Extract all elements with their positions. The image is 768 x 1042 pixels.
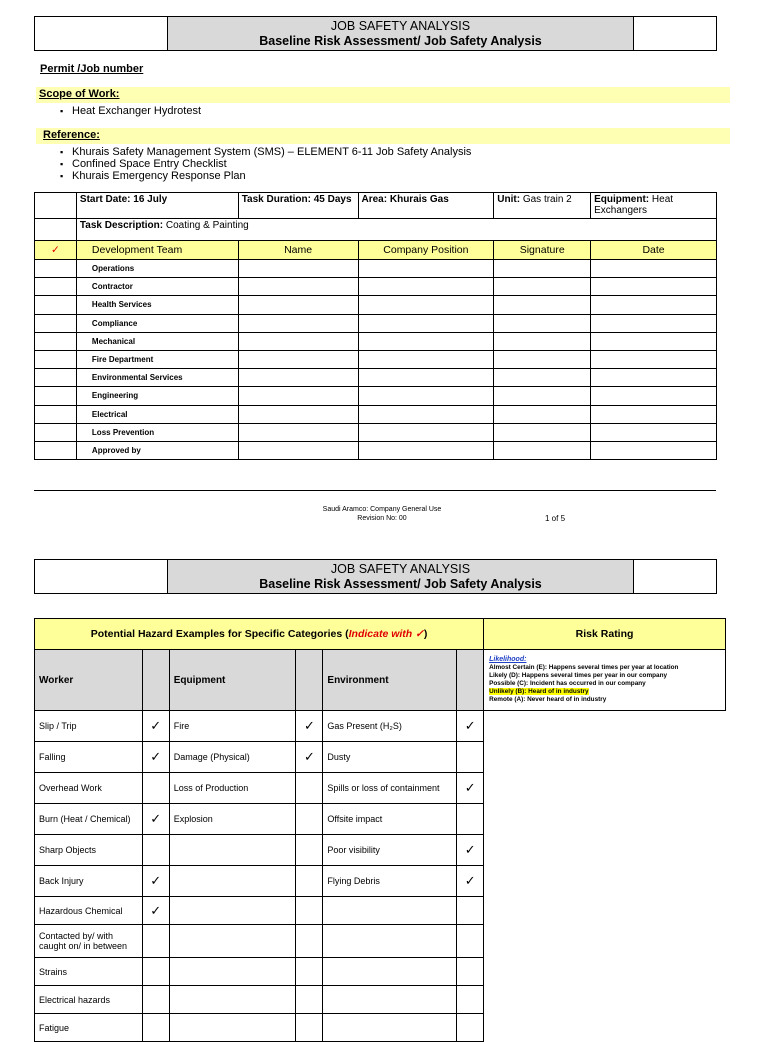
environment-hazard-label bbox=[323, 958, 457, 986]
worker-hazard-label: Sharp Objects bbox=[35, 835, 143, 866]
worker-check-cell[interactable] bbox=[142, 773, 169, 804]
blank-cell bbox=[35, 350, 77, 368]
equipment-label: Equipment: bbox=[594, 194, 650, 205]
environment-hazard-label: Flying Debris bbox=[323, 866, 457, 897]
likelihood-text: Happens several times per year in our company bbox=[520, 672, 668, 679]
title-line-2: Baseline Risk Assessment/ Job Safety Analysis bbox=[259, 34, 542, 48]
equipment-column-header: Equipment bbox=[169, 650, 296, 711]
environment-check-cell[interactable]: ✓ bbox=[457, 773, 484, 804]
environment-hazard-label: Spills or loss of containment bbox=[323, 773, 457, 804]
task-description-row bbox=[35, 219, 717, 241]
blank-cell bbox=[35, 441, 77, 459]
position-field[interactable] bbox=[358, 260, 494, 278]
page1-title-block bbox=[34, 16, 717, 51]
likelihood-title: Likelihood: bbox=[489, 656, 527, 663]
name-field[interactable] bbox=[238, 278, 358, 296]
footer-company: Saudi Aramco: Company General Use bbox=[322, 506, 442, 513]
position-field[interactable] bbox=[358, 369, 494, 387]
start-date-cell bbox=[76, 193, 238, 219]
name-field[interactable] bbox=[238, 423, 358, 441]
worker-check-cell[interactable]: ✓ bbox=[142, 711, 169, 742]
title-block-right-cell bbox=[634, 560, 716, 593]
reference-label: Reference: bbox=[43, 129, 100, 141]
date-field[interactable] bbox=[591, 441, 717, 459]
scope-item: ▪ Heat Exchanger Hydrotest bbox=[60, 105, 201, 117]
blank-cell bbox=[35, 219, 77, 241]
date-field[interactable] bbox=[591, 260, 717, 278]
worker-check-cell[interactable] bbox=[142, 925, 169, 958]
blank-cell bbox=[35, 260, 77, 278]
date-field[interactable] bbox=[591, 278, 717, 296]
check-mark-icon: ✓ bbox=[35, 241, 77, 260]
name-field[interactable] bbox=[238, 350, 358, 368]
signature-field[interactable] bbox=[494, 423, 591, 441]
likelihood-key: Almost Certain (E): bbox=[489, 664, 547, 671]
team-header-row bbox=[35, 241, 717, 260]
hazard-header-row bbox=[35, 619, 726, 650]
name-field[interactable] bbox=[238, 332, 358, 350]
task-description-cell bbox=[76, 219, 716, 241]
equipment-hazard-label: Explosion bbox=[169, 804, 296, 835]
team-row bbox=[35, 332, 717, 350]
equipment-check-cell[interactable] bbox=[296, 925, 323, 958]
reference-item: ▪ Khurais Safety Management System (SMS) – ELEMENT 6-11 Job Safety Analysis bbox=[60, 146, 471, 158]
worker-hazard-label: Hazardous Chemical bbox=[35, 897, 143, 925]
team-role-label: Mechanical bbox=[76, 332, 238, 350]
environment-hazard-label: Offsite impact bbox=[323, 804, 457, 835]
task-duration-label: Task Duration: bbox=[241, 194, 311, 205]
worker-check-cell[interactable]: ✓ bbox=[142, 742, 169, 773]
hazard-row bbox=[35, 866, 726, 897]
task-info-row bbox=[35, 193, 717, 219]
worker-check-cell[interactable]: ✓ bbox=[142, 804, 169, 835]
worker-hazard-label: Back Injury bbox=[35, 866, 143, 897]
team-role-label: Loss Prevention bbox=[76, 423, 238, 441]
hazard-row bbox=[35, 925, 726, 958]
scope-of-work-band bbox=[36, 87, 730, 103]
worker-hazard-label: Electrical hazards bbox=[35, 986, 143, 1014]
environment-check-cell[interactable] bbox=[457, 925, 484, 958]
title-line-1: JOB SAFETY ANALYSIS bbox=[330, 19, 471, 33]
reference-item: ▪ Confined Space Entry Checklist bbox=[60, 158, 471, 170]
footer-revision: Revision No: 00 bbox=[357, 515, 407, 522]
environment-hazard-label: Gas Present (H₂S) bbox=[323, 711, 457, 742]
hazard-categories-header bbox=[35, 619, 484, 650]
environment-hazard-label: Dusty bbox=[323, 742, 457, 773]
team-row bbox=[35, 314, 717, 332]
team-row bbox=[35, 296, 717, 314]
worker-check-cell[interactable]: ✓ bbox=[142, 866, 169, 897]
team-role-label: Operations bbox=[76, 260, 238, 278]
worker-hazard-label: Contacted by/ with caught on/ in between bbox=[35, 925, 143, 958]
environment-check-cell[interactable] bbox=[457, 1014, 484, 1042]
position-field[interactable] bbox=[358, 314, 494, 332]
area-value: Khurais Gas bbox=[389, 194, 449, 205]
date-field[interactable] bbox=[591, 296, 717, 314]
scope-list bbox=[60, 105, 201, 117]
worker-hazard-label: Burn (Heat / Chemical) bbox=[35, 804, 143, 835]
footer-divider bbox=[34, 490, 716, 491]
column-header: Date bbox=[591, 241, 717, 260]
environment-check-cell[interactable] bbox=[457, 804, 484, 835]
equipment-hazard-label bbox=[169, 925, 296, 958]
equipment-hazard-label: Damage (Physical) bbox=[169, 742, 296, 773]
environment-column-header: Environment bbox=[323, 650, 457, 711]
name-field[interactable] bbox=[238, 369, 358, 387]
column-header: Signature bbox=[494, 241, 591, 260]
date-field[interactable] bbox=[591, 423, 717, 441]
task-team-table bbox=[34, 192, 717, 460]
team-role-label: Fire Department bbox=[76, 350, 238, 368]
signature-field[interactable] bbox=[494, 314, 591, 332]
title-line-1: JOB SAFETY ANALYSIS bbox=[330, 562, 471, 576]
date-field[interactable] bbox=[591, 350, 717, 368]
team-row bbox=[35, 369, 717, 387]
indicate-with-check-text: Indicate with ✓ bbox=[348, 628, 424, 640]
likelihood-text: Happens several times per year at location bbox=[546, 664, 679, 671]
equipment-check-cell[interactable]: ✓ bbox=[296, 711, 323, 742]
signature-field[interactable] bbox=[494, 278, 591, 296]
name-field[interactable] bbox=[238, 387, 358, 405]
worker-check-cell[interactable] bbox=[142, 1014, 169, 1042]
unit-label: Unit: bbox=[497, 194, 521, 205]
title-block-heading bbox=[168, 17, 634, 50]
name-field[interactable] bbox=[238, 314, 358, 332]
name-field[interactable] bbox=[238, 260, 358, 278]
name-field[interactable] bbox=[238, 441, 358, 459]
equipment-hazard-label bbox=[169, 958, 296, 986]
title-block-left-cell bbox=[35, 560, 168, 593]
environment-check-cell[interactable]: ✓ bbox=[457, 866, 484, 897]
team-row bbox=[35, 423, 717, 441]
name-field[interactable] bbox=[238, 405, 358, 423]
environment-hazard-label bbox=[323, 986, 457, 1014]
likelihood-text: Never heard of in industry bbox=[525, 696, 607, 703]
team-row bbox=[35, 350, 717, 368]
footer-text bbox=[300, 505, 464, 523]
date-field[interactable] bbox=[591, 405, 717, 423]
column-header: Company Position bbox=[358, 241, 494, 260]
column-header: Development Team bbox=[76, 241, 238, 260]
equipment-hazard-label bbox=[169, 1014, 296, 1042]
position-field[interactable] bbox=[358, 278, 494, 296]
reference-item: ▪ Khurais Emergency Response Plan bbox=[60, 170, 471, 182]
blank-cell bbox=[35, 278, 77, 296]
equipment-check-cell[interactable] bbox=[296, 986, 323, 1014]
likelihood-item bbox=[489, 672, 720, 680]
worker-hazard-label: Falling bbox=[35, 742, 143, 773]
equipment-hazard-label bbox=[169, 986, 296, 1014]
team-role-label: Contractor bbox=[76, 278, 238, 296]
worker-hazard-label: Slip / Trip bbox=[35, 711, 143, 742]
hazard-table bbox=[34, 618, 726, 1042]
blank-cell bbox=[35, 193, 77, 219]
equipment-check-cell[interactable] bbox=[296, 958, 323, 986]
blank-cell bbox=[35, 405, 77, 423]
likelihood-item bbox=[489, 688, 720, 696]
environment-hazard-label bbox=[323, 925, 457, 958]
equipment-hazard-label bbox=[169, 866, 296, 897]
likelihood-key: Remote (A): bbox=[489, 696, 526, 703]
hazard-row bbox=[35, 773, 726, 804]
date-field[interactable] bbox=[591, 387, 717, 405]
hazard-row bbox=[35, 1014, 726, 1042]
likelihood-item bbox=[489, 696, 720, 704]
environment-check-cell[interactable]: ✓ bbox=[457, 835, 484, 866]
hazard-header-text: Potential Hazard Examples for Specific Categories ( bbox=[90, 628, 349, 640]
signature-field[interactable] bbox=[494, 332, 591, 350]
equipment-check-cell[interactable] bbox=[296, 1014, 323, 1042]
blank-cell bbox=[35, 296, 77, 314]
position-field[interactable] bbox=[358, 387, 494, 405]
team-role-label: Compliance bbox=[76, 314, 238, 332]
permit-job-number-label: Permit /Job number bbox=[40, 63, 144, 75]
hazard-column-row bbox=[35, 650, 726, 711]
area-label: Area: bbox=[361, 194, 388, 205]
hazard-row bbox=[35, 958, 726, 986]
blank-cell bbox=[35, 314, 77, 332]
signature-field[interactable] bbox=[494, 369, 591, 387]
worker-hazard-label: Strains bbox=[35, 958, 143, 986]
environment-hazard-label bbox=[323, 1014, 457, 1042]
likelihood-item bbox=[489, 664, 720, 672]
equipment-check-cell[interactable] bbox=[296, 866, 323, 897]
likelihood-text: Heard of in industry bbox=[526, 688, 589, 695]
worker-hazard-label: Fatigue bbox=[35, 1014, 143, 1042]
likelihood-item bbox=[489, 680, 720, 688]
environment-check-cell[interactable] bbox=[457, 986, 484, 1014]
position-field[interactable] bbox=[358, 296, 494, 314]
signature-field[interactable] bbox=[494, 350, 591, 368]
date-field[interactable] bbox=[591, 332, 717, 350]
team-role-label: Environmental Services bbox=[76, 369, 238, 387]
title-block-left-cell bbox=[35, 17, 168, 50]
signature-field[interactable] bbox=[494, 441, 591, 459]
equipment-cell bbox=[591, 193, 717, 219]
hazard-row bbox=[35, 835, 726, 866]
equipment-hazard-label bbox=[169, 897, 296, 925]
worker-check-cell[interactable] bbox=[142, 986, 169, 1014]
team-role-label: Approved by bbox=[76, 441, 238, 459]
hazard-row bbox=[35, 804, 726, 835]
environment-hazard-label bbox=[323, 897, 457, 925]
blank-cell bbox=[35, 423, 77, 441]
footer-page-number: 1 of 5 bbox=[545, 514, 566, 523]
likelihood-highlight bbox=[489, 688, 588, 695]
unit-cell bbox=[494, 193, 591, 219]
hazard-row bbox=[35, 742, 726, 773]
equipment-hazard-label bbox=[169, 835, 296, 866]
hazard-rows bbox=[35, 711, 726, 1042]
equipment-hazard-label: Fire bbox=[169, 711, 296, 742]
title-block-right-cell bbox=[634, 17, 716, 50]
start-date-value: 16 July bbox=[133, 194, 168, 205]
signature-field[interactable] bbox=[494, 260, 591, 278]
name-field[interactable] bbox=[238, 296, 358, 314]
start-date-label: Start Date: bbox=[79, 194, 131, 205]
worker-column-header: Worker bbox=[35, 650, 143, 711]
position-field[interactable] bbox=[358, 332, 494, 350]
task-description-label: Task Description: bbox=[79, 220, 164, 231]
environment-check-cell[interactable] bbox=[457, 897, 484, 925]
position-field[interactable] bbox=[358, 405, 494, 423]
team-row bbox=[35, 405, 717, 423]
date-field[interactable] bbox=[591, 369, 717, 387]
blank-cell bbox=[296, 650, 323, 711]
hazard-row bbox=[35, 711, 726, 742]
team-row bbox=[35, 260, 717, 278]
likelihood-text: Incident has occurred in our company bbox=[528, 680, 646, 687]
position-field[interactable] bbox=[358, 350, 494, 368]
scope-of-work-label: Scope of Work: bbox=[39, 88, 120, 100]
blank-cell bbox=[457, 650, 484, 711]
equipment-check-cell[interactable] bbox=[296, 897, 323, 925]
area-cell bbox=[358, 193, 494, 219]
task-description-value: Coating & Painting bbox=[165, 220, 249, 231]
signature-field[interactable] bbox=[494, 387, 591, 405]
reference-band bbox=[36, 128, 730, 144]
blank-cell bbox=[35, 369, 77, 387]
likelihood-legend bbox=[484, 650, 726, 711]
likelihood-key: Likely (D): bbox=[489, 672, 521, 679]
risk-rating-header: Risk Rating bbox=[484, 619, 726, 650]
hazard-row bbox=[35, 986, 726, 1014]
team-role-label: Engineering bbox=[76, 387, 238, 405]
blank-cell bbox=[35, 387, 77, 405]
equipment-value: Heat Exchangers bbox=[594, 194, 674, 216]
team-row bbox=[35, 278, 717, 296]
environment-hazard-label: Poor visibility bbox=[323, 835, 457, 866]
worker-check-cell[interactable] bbox=[142, 835, 169, 866]
environment-check-cell[interactable] bbox=[457, 958, 484, 986]
team-row bbox=[35, 441, 717, 459]
date-field[interactable] bbox=[591, 314, 717, 332]
title-block-heading bbox=[168, 560, 634, 593]
worker-hazard-label: Overhead Work bbox=[35, 773, 143, 804]
signature-field[interactable] bbox=[494, 405, 591, 423]
likelihood-key: Possible (C): bbox=[489, 680, 529, 687]
page2-title-block bbox=[34, 559, 717, 594]
position-field[interactable] bbox=[358, 441, 494, 459]
blank-cell bbox=[35, 332, 77, 350]
position-field[interactable] bbox=[358, 423, 494, 441]
equipment-check-cell[interactable] bbox=[296, 804, 323, 835]
team-row bbox=[35, 387, 717, 405]
worker-check-cell[interactable]: ✓ bbox=[142, 897, 169, 925]
unit-value: Gas train 2 bbox=[522, 194, 572, 205]
team-role-label: Electrical bbox=[76, 405, 238, 423]
hazard-header-suffix: ) bbox=[423, 628, 428, 640]
task-duration-value: 45 Days bbox=[313, 194, 352, 205]
equipment-hazard-label: Loss of Production bbox=[169, 773, 296, 804]
column-header: Name bbox=[238, 241, 358, 260]
reference-list bbox=[60, 146, 471, 182]
team-role-label: Health Services bbox=[76, 296, 238, 314]
task-duration-cell bbox=[238, 193, 358, 219]
blank-cell bbox=[142, 650, 169, 711]
environment-check-cell[interactable] bbox=[457, 742, 484, 773]
equipment-check-cell[interactable] bbox=[296, 773, 323, 804]
equipment-check-cell[interactable]: ✓ bbox=[296, 742, 323, 773]
equipment-check-cell[interactable] bbox=[296, 835, 323, 866]
title-line-2: Baseline Risk Assessment/ Job Safety Analysis bbox=[259, 577, 542, 591]
hazard-row bbox=[35, 897, 726, 925]
worker-check-cell[interactable] bbox=[142, 958, 169, 986]
likelihood-key: Unlikely (B): bbox=[489, 688, 527, 695]
environment-check-cell[interactable]: ✓ bbox=[457, 711, 484, 742]
signature-field[interactable] bbox=[494, 296, 591, 314]
